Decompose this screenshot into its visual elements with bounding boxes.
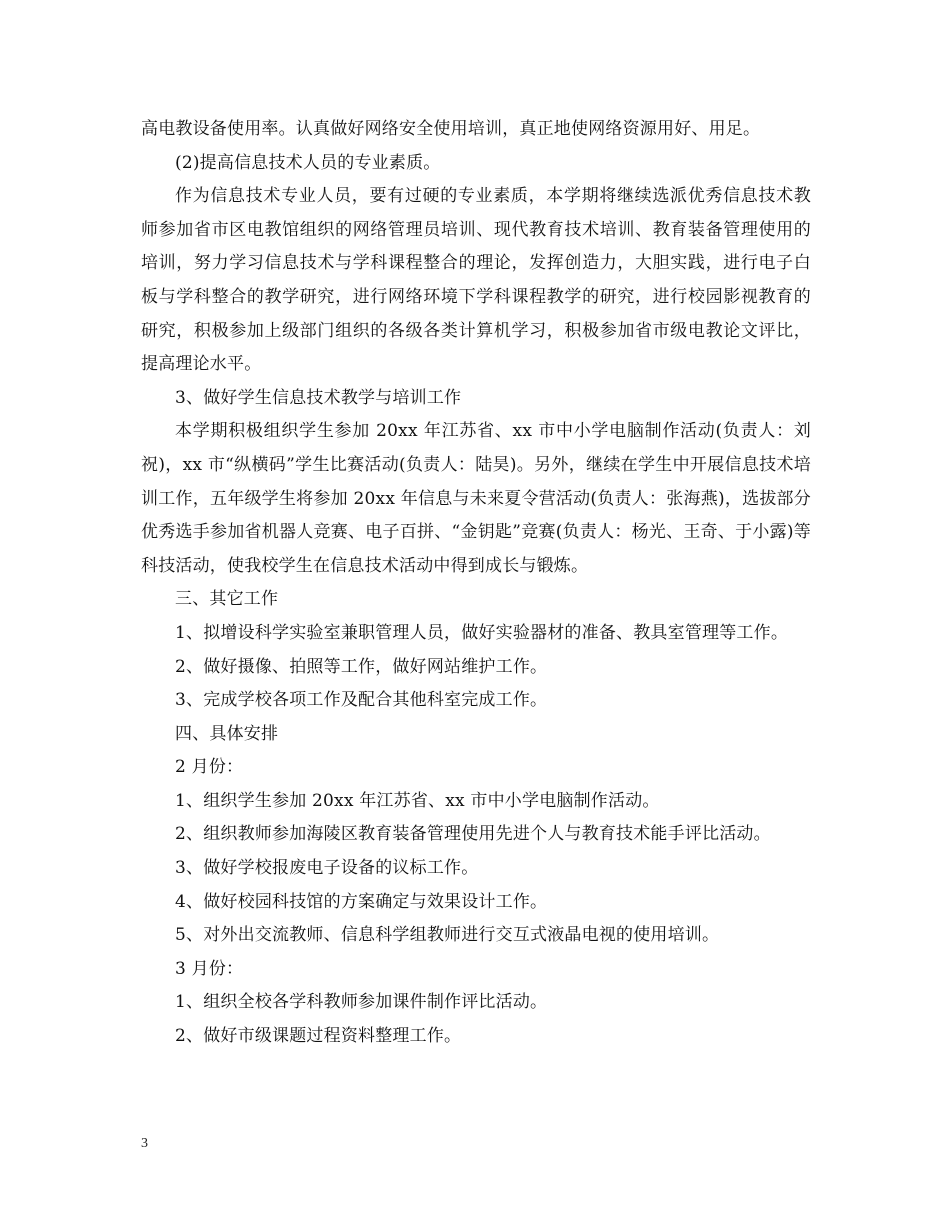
list-item: 1、拟增设科学实验室兼职管理人员，做好实验器材的准备、教具室管理等工作。 [175,622,789,643]
list-item: 2、组织教师参加海陵区教育装备管理使用先进个人与教育技术能手评比活动。 [175,824,771,845]
section-heading: 3、做好学生信息技术教学与培训工作 [175,387,462,408]
list-item: 1、组织全校各学科教师参加课件制作评比活动。 [175,992,548,1013]
paragraph: (2)提高信息技术人员的专业素质。 [175,152,441,173]
paragraph: 高电教设备使用率。认真做好网络安全使用培训，真正地使网络资源用好、用足。 [141,119,761,139]
document-body [141,113,811,1054]
list-item: 1、组织学生参加 20xx 年江苏省、xx 市中小学电脑制作活动。 [175,790,660,811]
list-item: 4、做好校园科技馆的方案确定与效果设计工作。 [175,891,548,912]
month-heading: 2 月份： [175,757,244,778]
paragraph: 本学期积极组织学生参加 20xx 年江苏省、xx 市中小学电脑制作活动(负责人：刘祝)，xx 市“纵横码”学生比赛活动(负责人：陆昊)。另外，继续在学生中开展信息技术培训工作，五年级学生将参加 20xx 年信息与未来夏令营活动(负责人：张海燕)，选拔部分优秀选手参加省机器人竞赛、电子百拼、“金钥匙”竞赛(负责人：杨光、王奇、于小露)等科技活动，使我校学生在信息技术活动中得到成长与锻炼。 [141,421,811,576]
paragraph: 作为信息技术专业人员，要有过硬的专业素质，本学期将继续选派优秀信息技术教师参加省市区电教馆组织的网络管理员培训、现代教育技术培训、教育装备管理使用的培训，努力学习信息技术与学科课程整合的理论，发挥创造力，大胆实践，进行电子白板与学科整合的教学研究，进行网络环境下学科课程教学的研究，进行校园影视教育的研究，积极参加上级部门组织的各级各类计算机学习，积极参加省市级电教论文评比，提高理论水平。 [141,186,811,375]
list-item: 2、做好摄像、拍照等工作，做好网站维护工作。 [175,656,548,677]
list-item: 3、完成学校各项工作及配合其他科室完成工作。 [175,690,548,711]
list-item: 5、对外出交流教师、信息科学组教师进行交互式液晶电视的使用培训。 [175,925,720,946]
list-item: 3、做好学校报废电子设备的议标工作。 [175,858,479,879]
section-heading: 三、其它工作 [175,589,279,610]
page-number: 3 [141,1136,148,1151]
section-heading: 四、具体安排 [175,723,279,744]
month-heading: 3 月份： [175,958,244,979]
list-item: 2、做好市级课题过程资料整理工作。 [175,1026,462,1047]
